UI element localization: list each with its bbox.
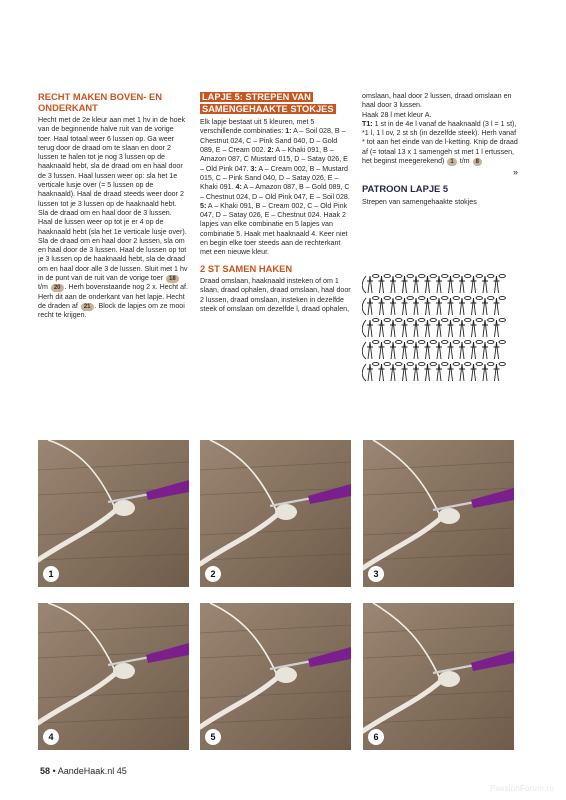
step-photos-grid — [38, 440, 514, 752]
chain-symbol — [384, 340, 390, 343]
chain-symbol — [442, 362, 448, 365]
range-text: t/m — [459, 157, 470, 166]
stitch-symbol — [367, 276, 373, 293]
chain-symbol — [419, 340, 425, 343]
heading-line: LAPJE 5: STREPEN VAN — [202, 92, 311, 102]
photo-number-label: 1 — [43, 566, 59, 582]
stitch-symbol — [436, 320, 442, 337]
stitch-symbol — [482, 342, 488, 359]
stitch-symbol — [379, 364, 385, 381]
combinations-text — [200, 118, 352, 257]
chain-symbol — [442, 296, 448, 299]
body-text: Haak 2 lapjes van elke combinatie en 5 lapjes van combinatie 5. Haak met haaknaald 4. Keer niet en begin elke toer steeds aan de rechterkant met een nieuwe kleur. — [200, 211, 348, 257]
chain-symbol — [407, 274, 413, 277]
column-3 — [362, 92, 518, 207]
chain-symbol — [430, 318, 436, 321]
stitch-symbol — [494, 342, 500, 359]
body-text: 1 st in de 4e l vanaf de haaknaald (3 l = 1 st), *1 l, 1 l ov, 2 st sh (in dezelfde steek). Herh vanaf * tot aan het einde van de l-ketting. Knip de draad af (= totaal 13 x 1 samengeh st met 1 l ertussen, het beginst meegerekend) — [362, 119, 518, 166]
stitch-symbol — [471, 298, 477, 315]
photo-number-label: 5 — [205, 729, 221, 745]
turn-symbol — [362, 320, 366, 337]
chain-symbol — [442, 318, 448, 321]
chain-symbol — [430, 340, 436, 343]
chain-symbol — [396, 340, 402, 343]
stitch-symbol — [459, 298, 465, 315]
chain-symbol — [396, 296, 402, 299]
chain-symbol — [453, 362, 459, 365]
chain-symbol — [488, 274, 494, 277]
turn-symbol — [362, 364, 366, 381]
stitch-symbol — [471, 276, 477, 293]
chain-symbol — [407, 362, 413, 365]
chain-symbol — [476, 362, 482, 365]
diagram-caption: Strepen van samengehaakte stokjes — [362, 197, 477, 206]
stitch-symbol — [425, 342, 431, 359]
step-badge: 18 — [166, 275, 179, 283]
photo-number-label: 3 — [368, 566, 384, 582]
stitch-symbol — [448, 298, 454, 315]
photo-number-label: 4 — [43, 729, 59, 745]
body-text: Elk lapje bestaat uit 5 kleuren, met 5 verschillende combinaties: — [200, 118, 315, 136]
stitch-symbol — [494, 298, 500, 315]
stitch-symbol — [436, 276, 442, 293]
column-2 — [200, 92, 352, 314]
body-text: Hecht met de 2e kleur aan met 1 hv in de hoek van de beginnende halve ruit van de vorige toer. Haal totaal weer 6 lussen op. Ga weer terug door de draad om te slaan en door 2 lussen te halen tot je nog 3 lussen op de haaknaald hebt, sla de draad om en haal door de 3 lussen. Haal lussen weer op: sla het 1e verticale lusje over (= 5 lussen op de haaknaald). Haal de draad steeds weer door 2 lussen tot je 3 lussen op de haaknaald hebt. Sla de draad om en haal door de 3 lussen. Haal de lussen weer op tot je er 4 op de haaknaald hebt (sla het 1e verticale lusje over). Sla de draad om en haal door 2 lussen, sla om en haal door de 3 lussen. Haal de lussen op tot je 3 lussen op de haaknaald hebt, sla de draad om en haal door alle 3 de lussen. Sluit met 1 hv in de punt van de ruit van de vorige toer — [38, 116, 188, 283]
heading-line: SAMENGEHAAKTE STOKJES — [202, 103, 334, 114]
stitch-symbol — [425, 298, 431, 315]
chain-symbol — [465, 274, 471, 277]
stitch-symbol — [413, 364, 419, 381]
turn-symbol — [362, 276, 366, 293]
step-badge: 21 — [81, 303, 94, 311]
chain-symbol — [407, 318, 413, 321]
step-photo-2 — [200, 440, 351, 587]
stitch-symbol — [482, 364, 488, 381]
stitch-symbol — [425, 320, 431, 337]
chain-symbol — [373, 296, 379, 299]
row-number: T1: — [362, 119, 373, 128]
stitch-symbol — [413, 298, 419, 315]
chain-symbol — [465, 318, 471, 321]
section-heading-recht-maken: RECHT MAKEN BOVEN- EN ONDERKANT — [38, 91, 162, 113]
stitch-symbol — [448, 342, 454, 359]
stitch-symbol — [367, 364, 373, 381]
body-text: omslaan, haal door 2 lussen, draad omslaan en haal door 3 lussen. — [362, 92, 512, 110]
stitch-symbol — [402, 342, 408, 359]
chain-symbol — [476, 318, 482, 321]
step-badge: 20 — [51, 284, 64, 292]
site-name: AandeHaak.nl — [57, 766, 115, 776]
stitch-symbol — [448, 276, 454, 293]
photo-number-label: 2 — [205, 566, 221, 582]
chain-symbol — [430, 274, 436, 277]
chain-symbol — [453, 296, 459, 299]
stitch-symbol — [459, 320, 465, 337]
turn-symbol — [362, 342, 366, 359]
chain-symbol — [442, 274, 448, 277]
stitch-symbol — [448, 320, 454, 337]
stitch-symbol — [379, 342, 385, 359]
chain-symbol — [488, 296, 494, 299]
stitch-symbol — [448, 364, 454, 381]
chain-symbol — [430, 296, 436, 299]
chain-symbol — [396, 274, 402, 277]
step-photo-4 — [38, 603, 189, 750]
stitch-symbol — [367, 320, 373, 337]
chain-symbol — [499, 362, 505, 365]
combo-text: A – Khaki 091, B – Cream 002, C – Old Pink 047, D – Satay 026, E – Chestnut 024. — [200, 201, 348, 220]
chain-symbol — [419, 318, 425, 321]
body-text: Haak 28 l met kleur A. — [362, 110, 432, 119]
stitch-symbol — [390, 320, 396, 337]
stitch-symbol — [402, 320, 408, 337]
stitch-symbol — [413, 276, 419, 293]
chain-symbol — [499, 318, 505, 321]
chain-symbol — [453, 274, 459, 277]
range-text: t/m — [38, 283, 48, 292]
stitch-symbol — [367, 298, 373, 315]
chain-symbol — [499, 340, 505, 343]
chain-symbol — [419, 362, 425, 365]
step-photo-3 — [363, 440, 514, 587]
stitch-symbol — [494, 364, 500, 381]
issue-number: 45 — [116, 766, 127, 776]
chain-symbol — [384, 274, 390, 277]
stitch-symbol — [402, 364, 408, 381]
combo-number: 2: — [267, 146, 274, 155]
combo-text: A – Cream 002, B – Mustard 015, C – Pink Sand 040, D – Satay 026, E – Khaki 091. — [200, 164, 348, 192]
step-badge: 1 — [447, 158, 456, 166]
turn-symbol — [362, 298, 366, 315]
stitch-symbol — [379, 320, 385, 337]
chain-symbol — [499, 274, 505, 277]
chain-symbol — [373, 362, 379, 365]
combo-text: A – Khaki 091, B – Amazon 087, C Mustard 015, D – Satay 026, E – Old Pink 047. — [200, 146, 348, 173]
chain-symbol — [430, 362, 436, 365]
stitch-symbol — [482, 320, 488, 337]
chain-symbol — [488, 340, 494, 343]
crochet-chart-svg — [362, 270, 516, 382]
chain-symbol — [442, 340, 448, 343]
chain-symbol — [384, 362, 390, 365]
stitch-symbol — [367, 342, 373, 359]
stitch-symbol — [459, 276, 465, 293]
stitch-symbol — [471, 364, 477, 381]
chain-symbol — [465, 362, 471, 365]
step-photo-6 — [363, 603, 514, 750]
stitch-symbol — [471, 320, 477, 337]
body-text: . Herh bovenstaande nog 2 x. Hecht af. Herh dit aan de onderkant van het lapje. Hecht de draden af — [38, 283, 188, 310]
stitch-symbol — [413, 320, 419, 337]
stitch-symbol — [482, 298, 488, 315]
stitch-symbol — [459, 364, 465, 381]
step-photo-1 — [38, 440, 189, 587]
column-1 — [38, 92, 188, 321]
stitch-symbol — [494, 320, 500, 337]
section-heading-patroon: PATROON LAPJE 5 — [362, 182, 449, 194]
stitch-symbol — [390, 342, 396, 359]
stitch-symbol — [471, 342, 477, 359]
stitch-symbol — [402, 276, 408, 293]
combo-number: 4: — [235, 183, 242, 192]
chain-symbol — [476, 340, 482, 343]
combo-number: 5: — [200, 201, 207, 210]
instructions-2-st-samen: Draad omslaan, haaknaald insteken of om 1 slaan, draad ophalen, draad omslaan, haal door 2 lussen, draad omslaan, insteken in dezelfde steek of omslaan om dezelfde l, draad ophalen, — [200, 277, 351, 314]
continue-arrow-icon: » — [512, 167, 518, 178]
stitch-symbol — [390, 298, 396, 315]
chain-symbol — [407, 340, 413, 343]
stitch-symbol — [390, 276, 396, 293]
stitch-symbol — [413, 342, 419, 359]
row-1-instructions — [362, 120, 518, 166]
combo-number: 3: — [250, 164, 257, 173]
chain-symbol — [465, 340, 471, 343]
stitch-symbol — [436, 342, 442, 359]
chain-symbol — [373, 340, 379, 343]
step-badge: 8 — [473, 158, 482, 166]
chain-symbol — [488, 362, 494, 365]
chain-symbol — [384, 296, 390, 299]
stitch-symbol — [425, 276, 431, 293]
footer-bullet: • — [52, 766, 56, 776]
crochet-chart-diagram — [362, 270, 516, 382]
chain-symbol — [488, 318, 494, 321]
chain-symbol — [396, 318, 402, 321]
stitch-symbol — [482, 276, 488, 293]
body-text: . Block de lapjes om ze mooi recht te krijgen. — [38, 301, 185, 320]
chain-symbol — [476, 274, 482, 277]
step-photo-5 — [200, 603, 351, 750]
watermark: PassionForum.ru — [490, 784, 554, 793]
combo-text: A – Amazon 087, B – Gold 089, C – Chestnut 024, D – Old Pink 047, E – Soil 028. — [200, 183, 350, 201]
chain-symbol — [396, 362, 402, 365]
photo-number-label: 6 — [368, 729, 384, 745]
chain-symbol — [453, 340, 459, 343]
page-number: 58 — [40, 766, 51, 776]
stitch-symbol — [402, 298, 408, 315]
chain-symbol — [373, 274, 379, 277]
chain-symbol — [453, 318, 459, 321]
chain-symbol — [499, 296, 505, 299]
combo-number: 1: — [285, 127, 292, 136]
chain-symbol — [407, 296, 413, 299]
stitch-symbol — [425, 364, 431, 381]
stitch-symbol — [436, 364, 442, 381]
section-heading-2-st-samen: 2 ST SAMEN HAKEN — [200, 262, 293, 274]
chain-symbol — [465, 296, 471, 299]
chain-symbol — [419, 296, 425, 299]
stitch-symbol — [494, 276, 500, 293]
chain-symbol — [373, 318, 379, 321]
instructions-recht-maken — [38, 116, 188, 321]
combo-text: A – Soil 028, B – Chestnut 024, C – Pink Sand 040, D – Gold 089, E – Cream 002. — [200, 127, 346, 155]
chain-symbol — [476, 296, 482, 299]
stitch-symbol — [459, 342, 465, 359]
stitch-symbol — [436, 298, 442, 315]
chain-symbol — [384, 318, 390, 321]
stitch-symbol — [379, 276, 385, 293]
stitch-symbol — [390, 364, 396, 381]
chain-symbol — [419, 274, 425, 277]
stitch-symbol — [379, 298, 385, 315]
page-footer — [40, 766, 127, 776]
section-heading-lapje-5 — [200, 92, 352, 115]
